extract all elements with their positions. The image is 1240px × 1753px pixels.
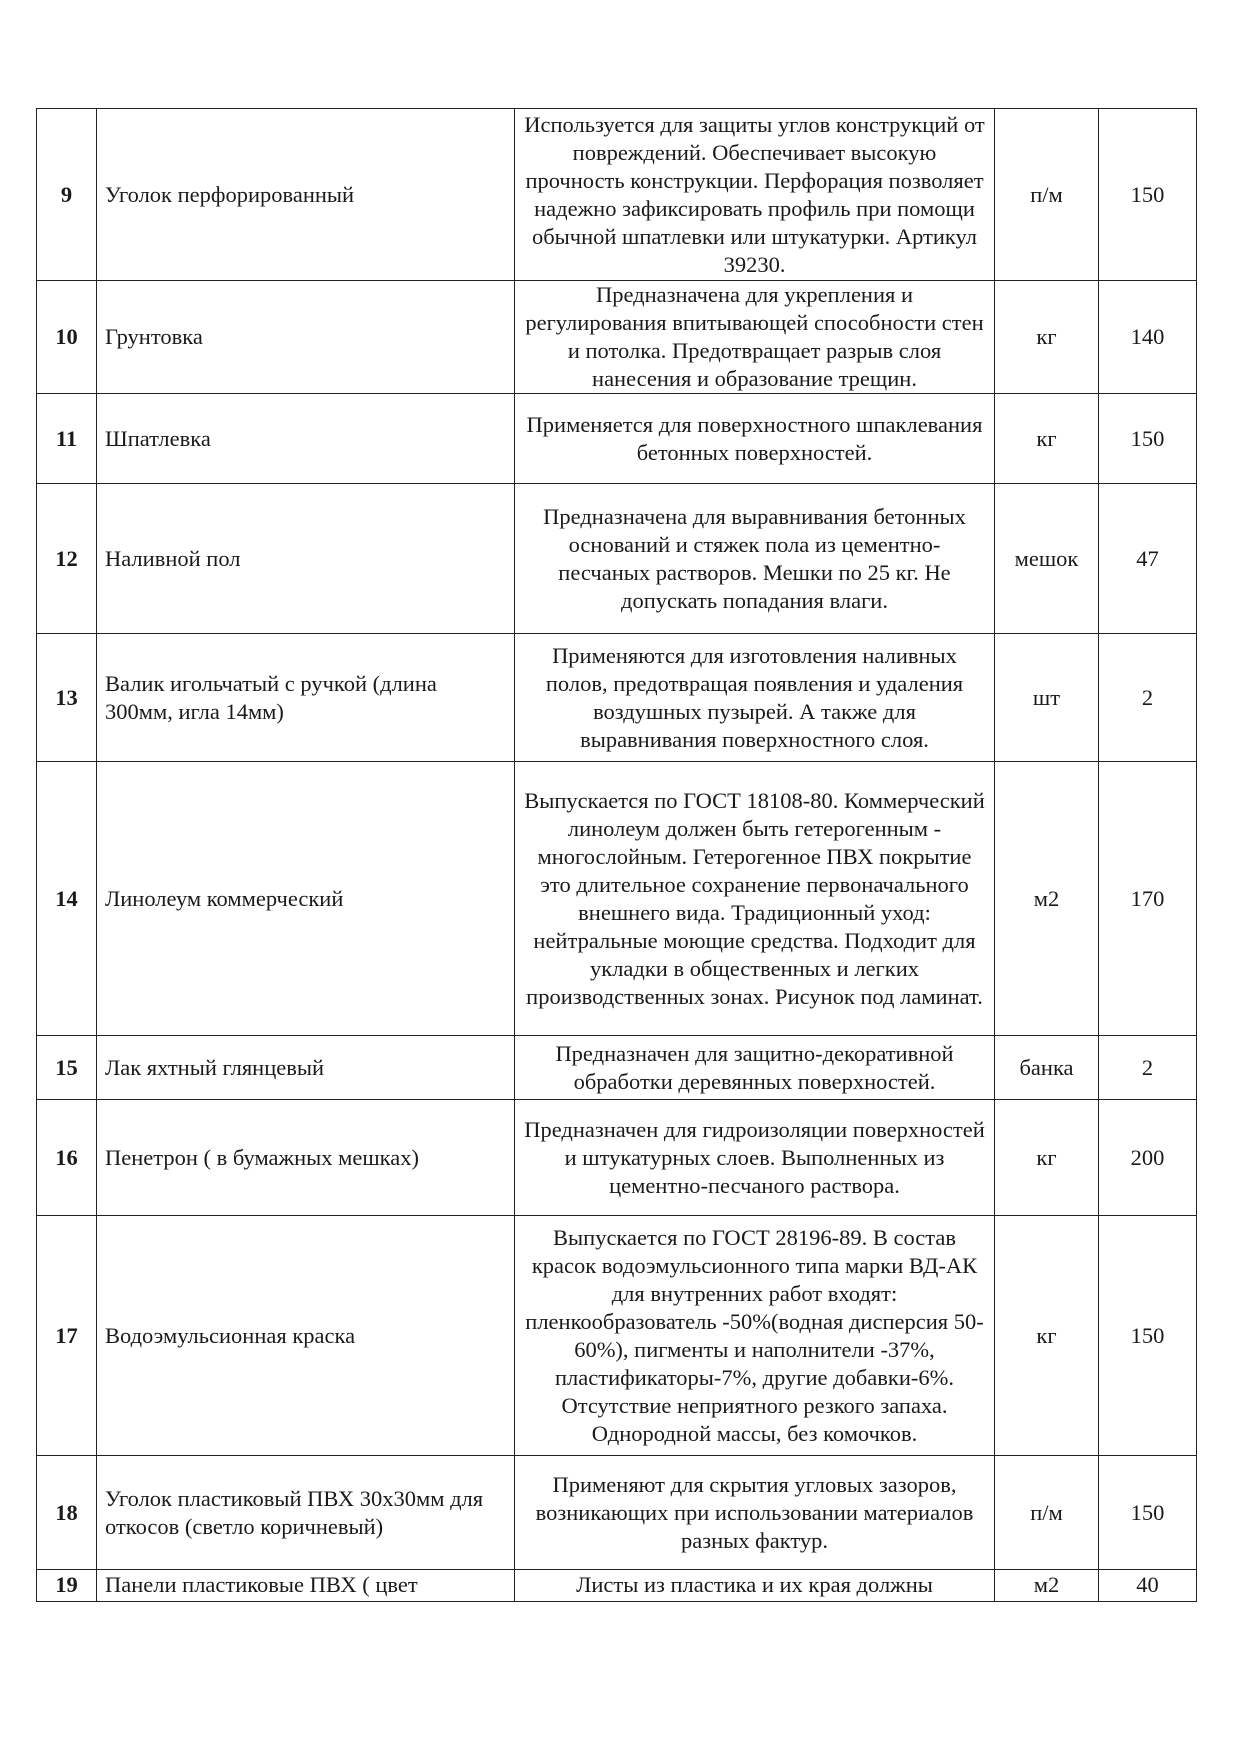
table-row xyxy=(37,484,1197,634)
item-description: Предназначена для выравнивания бетонных оснований и стяжек пола из цементно-песчаных растворов. Мешки по 25 кг. Не допускать попадания влаги. xyxy=(515,484,995,634)
table-row xyxy=(37,762,1197,1036)
item-name: Валик игольчатый с ручкой (длина 300мм, игла 14мм) xyxy=(97,634,515,762)
item-quantity: 140 xyxy=(1099,281,1197,394)
item-name: Наливной пол xyxy=(97,484,515,634)
table-row xyxy=(37,1100,1197,1216)
row-number: 13 xyxy=(37,634,97,762)
row-number: 16 xyxy=(37,1100,97,1216)
item-quantity: 200 xyxy=(1099,1100,1197,1216)
table-row xyxy=(37,1036,1197,1100)
item-description: Используется для защиты углов конструкций от повреждений. Обеспечивает высокую прочность конструкции. Перфорация позволяет надежно зафиксировать профиль при помощи обычной шпатлевки или штукатурки. Артикул 39230. xyxy=(515,109,995,281)
item-name: Грунтовка xyxy=(97,281,515,394)
materials-table xyxy=(36,108,1197,1602)
item-unit: банка xyxy=(995,1036,1099,1100)
item-description: Выпускается по ГОСТ 28196-89. В состав красок водоэмульсионного типа марки ВД-АК для внутренних работ входят: пленкообразователь -50%(водная дисперсия 50-60%), пигменты и наполнители -37%, пластификаторы-7%, другие добавки-6%. Отсутствие неприятного резкого запаха. Однородной массы, без комочков. xyxy=(515,1216,995,1456)
item-quantity: 150 xyxy=(1099,1456,1197,1570)
row-number: 15 xyxy=(37,1036,97,1100)
item-unit: кг xyxy=(995,394,1099,484)
item-name: Пенетрон ( в бумажных мешках) xyxy=(97,1100,515,1216)
item-description: Применяют для скрытия угловых зазоров, возникающих при использовании материалов разных фактур. xyxy=(515,1456,995,1570)
item-name: Шпатлевка xyxy=(97,394,515,484)
item-quantity: 150 xyxy=(1099,394,1197,484)
table-row xyxy=(37,394,1197,484)
item-name: Панели пластиковые ПВХ ( цвет xyxy=(97,1570,515,1602)
item-description: Применяется для поверхностного шпаклевания бетонных поверхностей. xyxy=(515,394,995,484)
item-quantity: 47 xyxy=(1099,484,1197,634)
item-quantity: 40 xyxy=(1099,1570,1197,1602)
item-quantity: 2 xyxy=(1099,1036,1197,1100)
table-row xyxy=(37,109,1197,281)
item-description: Предназначен для защитно-декоративной обработки деревянных поверхностей. xyxy=(515,1036,995,1100)
item-unit: кг xyxy=(995,1100,1099,1216)
row-number: 12 xyxy=(37,484,97,634)
item-name: Водоэмульсионная краска xyxy=(97,1216,515,1456)
item-unit: п/м xyxy=(995,109,1099,281)
table-row xyxy=(37,1456,1197,1570)
table-row xyxy=(37,1216,1197,1456)
item-unit: шт xyxy=(995,634,1099,762)
item-unit: м2 xyxy=(995,1570,1099,1602)
item-name: Линолеум коммерческий xyxy=(97,762,515,1036)
item-description: Выпускается по ГОСТ 18108-80. Коммерческий линолеум должен быть гетерогенным - многослойным. Гетерогенное ПВХ покрытие это длительное сохранение первоначального внешнего вида. Традиционный уход: нейтральные моющие средства. Подходит для укладки в общественных и легких производственных зонах. Рисунок под ламинат. xyxy=(515,762,995,1036)
item-description: Листы из пластика и их края должны xyxy=(515,1570,995,1602)
item-quantity: 170 xyxy=(1099,762,1197,1036)
table-row xyxy=(37,634,1197,762)
row-number: 18 xyxy=(37,1456,97,1570)
item-description: Применяются для изготовления наливных полов, предотвращая появления и удаления воздушных пузырей. А также для выравнивания поверхностного слоя. xyxy=(515,634,995,762)
item-unit: м2 xyxy=(995,762,1099,1036)
item-quantity: 150 xyxy=(1099,1216,1197,1456)
item-unit: кг xyxy=(995,1216,1099,1456)
table-row xyxy=(37,1570,1197,1602)
row-number: 19 xyxy=(37,1570,97,1602)
row-number: 17 xyxy=(37,1216,97,1456)
item-unit: кг xyxy=(995,281,1099,394)
item-unit: п/м xyxy=(995,1456,1099,1570)
item-quantity: 150 xyxy=(1099,109,1197,281)
table-row xyxy=(37,281,1197,394)
item-description: Предназначен для гидроизоляции поверхностей и штукатурных слоев. Выполненных из цементно-песчаного раствора. xyxy=(515,1100,995,1216)
item-name: Уголок перфорированный xyxy=(97,109,515,281)
item-name: Лак яхтный глянцевый xyxy=(97,1036,515,1100)
row-number: 14 xyxy=(37,762,97,1036)
item-description: Предназначена для укрепления и регулирования впитывающей способности стен и потолка. Предотвращает разрыв слоя нанесения и образование трещин. xyxy=(515,281,995,394)
row-number: 9 xyxy=(37,109,97,281)
item-name: Уголок пластиковый ПВХ 30х30мм для откосов (светло коричневый) xyxy=(97,1456,515,1570)
item-quantity: 2 xyxy=(1099,634,1197,762)
row-number: 10 xyxy=(37,281,97,394)
row-number: 11 xyxy=(37,394,97,484)
item-unit: мешок xyxy=(995,484,1099,634)
